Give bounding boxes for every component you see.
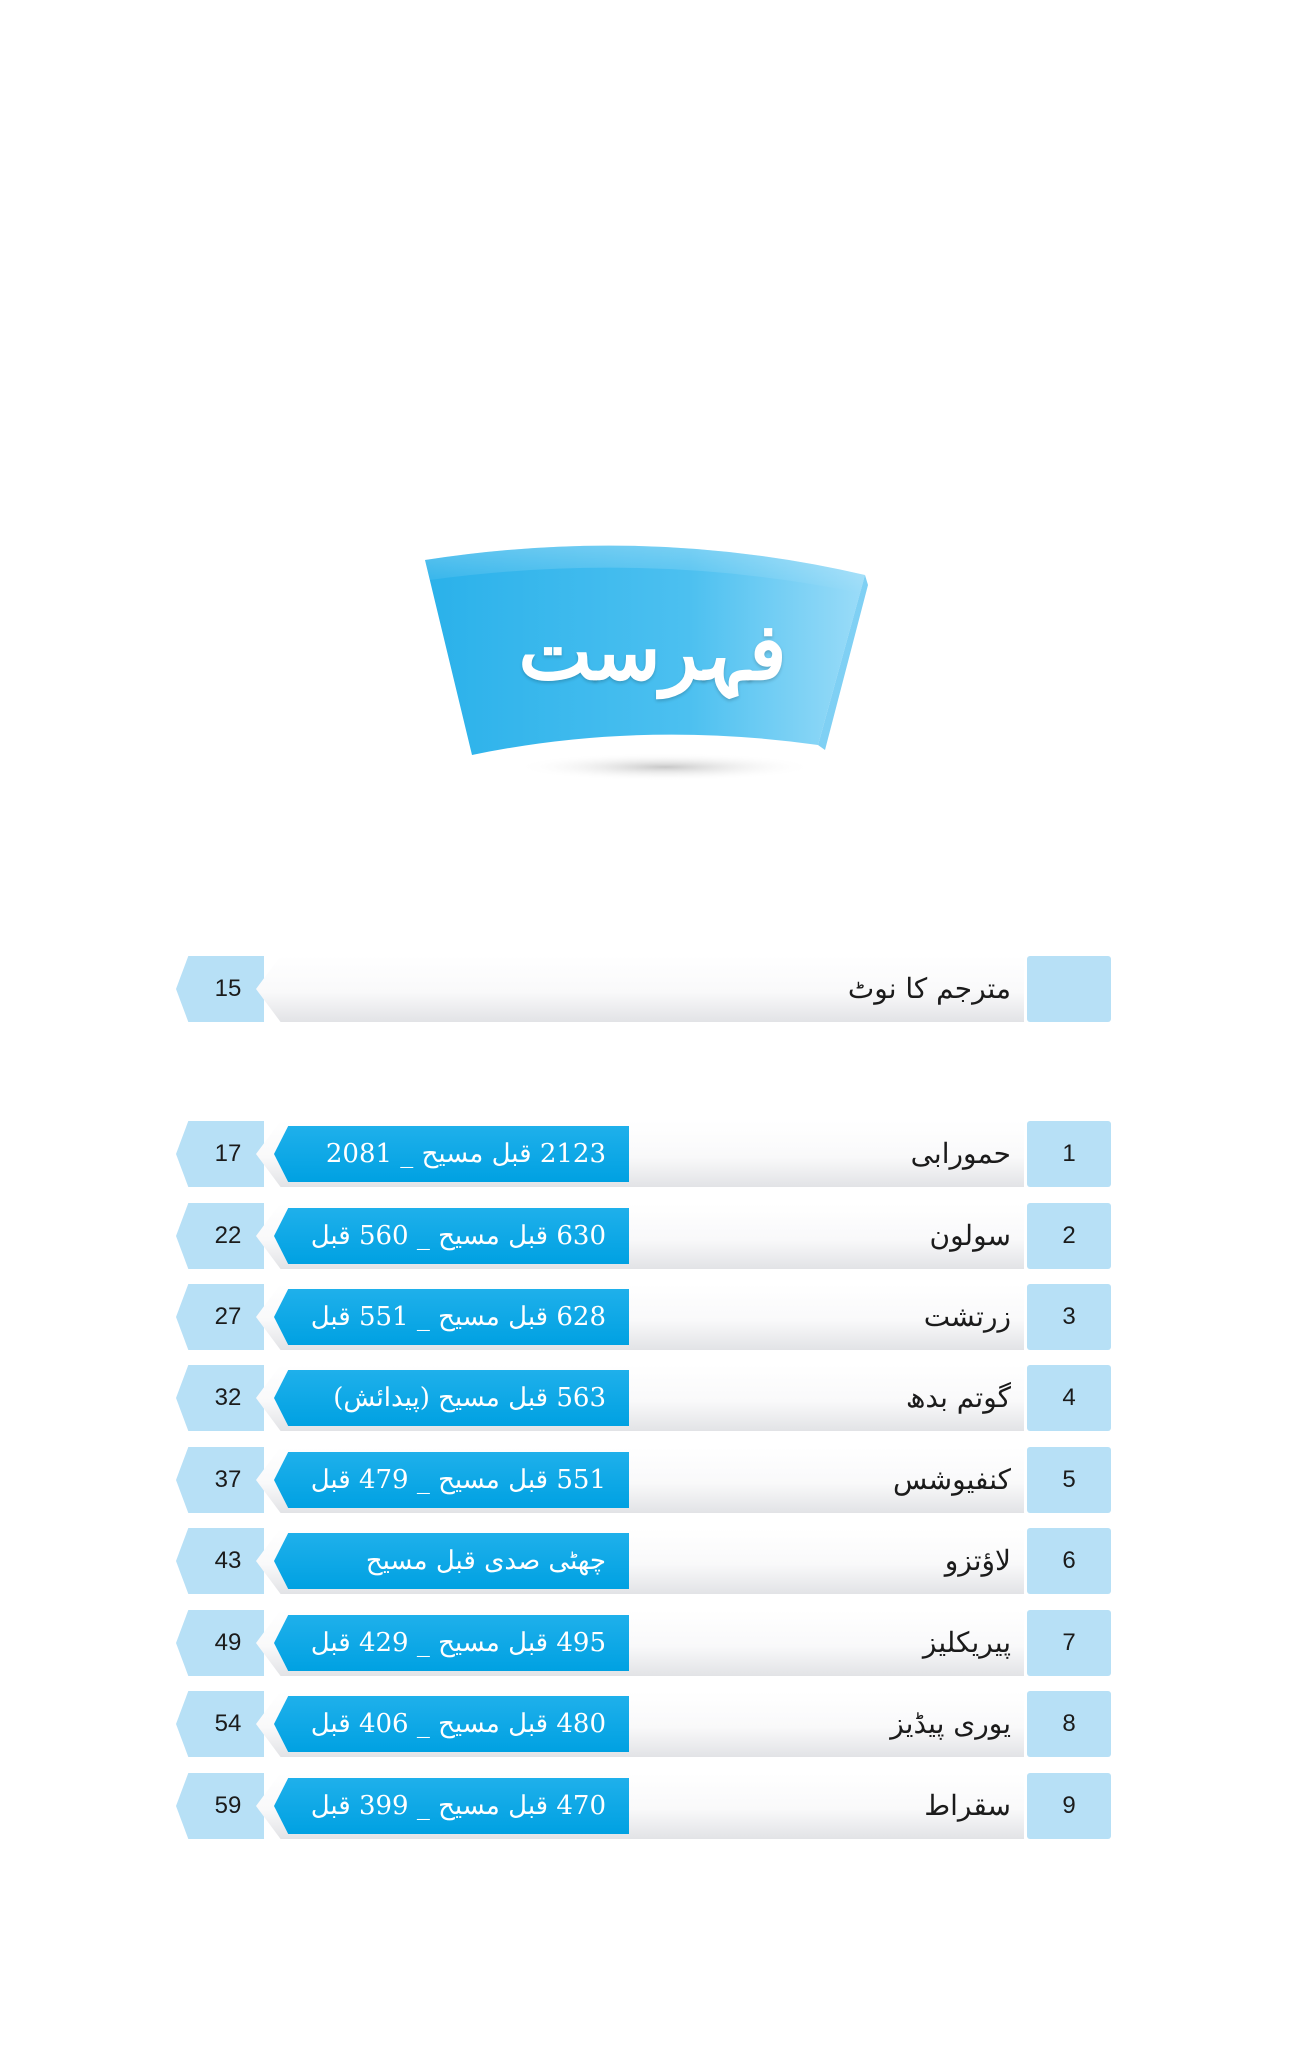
toc-row-translator-note[interactable]	[176, 956, 1111, 1022]
entry-number: 9	[1062, 1792, 1076, 1819]
row-title: یوری پیڈیز	[890, 1707, 1011, 1740]
date-range: 630 قبل مسیح _ 560 قبل	[310, 1221, 606, 1251]
date-range: 470 قبل مسیح _ 399 قبل مسیح	[310, 1791, 606, 1877]
page-number: 59	[214, 1792, 242, 1819]
entry-number: 2	[1062, 1222, 1076, 1249]
date-range: 2123 قبل مسیح _ 2081	[325, 1139, 606, 1169]
toc-row[interactable]	[176, 1284, 1111, 1350]
page-number: 43	[214, 1547, 242, 1574]
date-range: چھٹی صدی قبل مسیح	[365, 1546, 606, 1576]
entry-number: 3	[1062, 1303, 1076, 1330]
contents-heading: فہرست	[518, 607, 787, 698]
contents-heading-ribbon	[420, 545, 885, 795]
row-title: لاؤتزو	[944, 1544, 1011, 1577]
page-number: 17	[214, 1140, 242, 1167]
row-title: زرتشت	[923, 1300, 1011, 1333]
entry-number: 4	[1062, 1384, 1076, 1411]
page-number: 37	[214, 1466, 242, 1493]
toc-row[interactable]	[176, 1610, 1111, 1676]
entry-number: 7	[1062, 1629, 1076, 1656]
page-number: 15	[214, 975, 242, 1002]
entry-number: 5	[1062, 1466, 1076, 1493]
toc-row[interactable]	[176, 1447, 1111, 1513]
row-title: پیریکلیز	[922, 1626, 1011, 1659]
row-title: گوتم بدھ	[905, 1381, 1011, 1414]
date-range: 628 قبل مسیح _ 551 قبل	[310, 1302, 606, 1332]
number-tab	[1027, 956, 1111, 1022]
page-number: 22	[214, 1222, 242, 1249]
entry-number: 1	[1062, 1140, 1076, 1167]
page-number: 32	[214, 1384, 242, 1411]
date-range: 480 قبل مسیح _ 406 قبل	[310, 1709, 606, 1739]
entry-number: 6	[1062, 1547, 1076, 1574]
date-range: 551 قبل مسیح _ 479 قبل	[310, 1465, 606, 1495]
row-title: حمورابی	[910, 1137, 1011, 1170]
toc-row[interactable]	[176, 1528, 1111, 1594]
toc-row[interactable]	[176, 1691, 1111, 1757]
row-title: مترجم کا نوٹ	[847, 972, 1011, 1005]
row-title: سولون	[929, 1219, 1011, 1252]
date-range: 563 قبل مسیح (پیدائش)	[333, 1383, 606, 1413]
page-number: 54	[214, 1710, 242, 1737]
toc-row[interactable]	[176, 1121, 1111, 1187]
date-range: 495 قبل مسیح _ 429 قبل	[310, 1628, 606, 1658]
page-number: 49	[214, 1629, 242, 1656]
toc-row[interactable]	[176, 1203, 1111, 1269]
toc-row[interactable]	[176, 1773, 1111, 1877]
row-title: کنفیوشس	[892, 1463, 1011, 1496]
page-number: 27	[214, 1303, 242, 1330]
entry-number: 8	[1062, 1710, 1076, 1737]
toc-row[interactable]	[176, 1365, 1111, 1431]
row-title: سقراط	[924, 1789, 1011, 1822]
